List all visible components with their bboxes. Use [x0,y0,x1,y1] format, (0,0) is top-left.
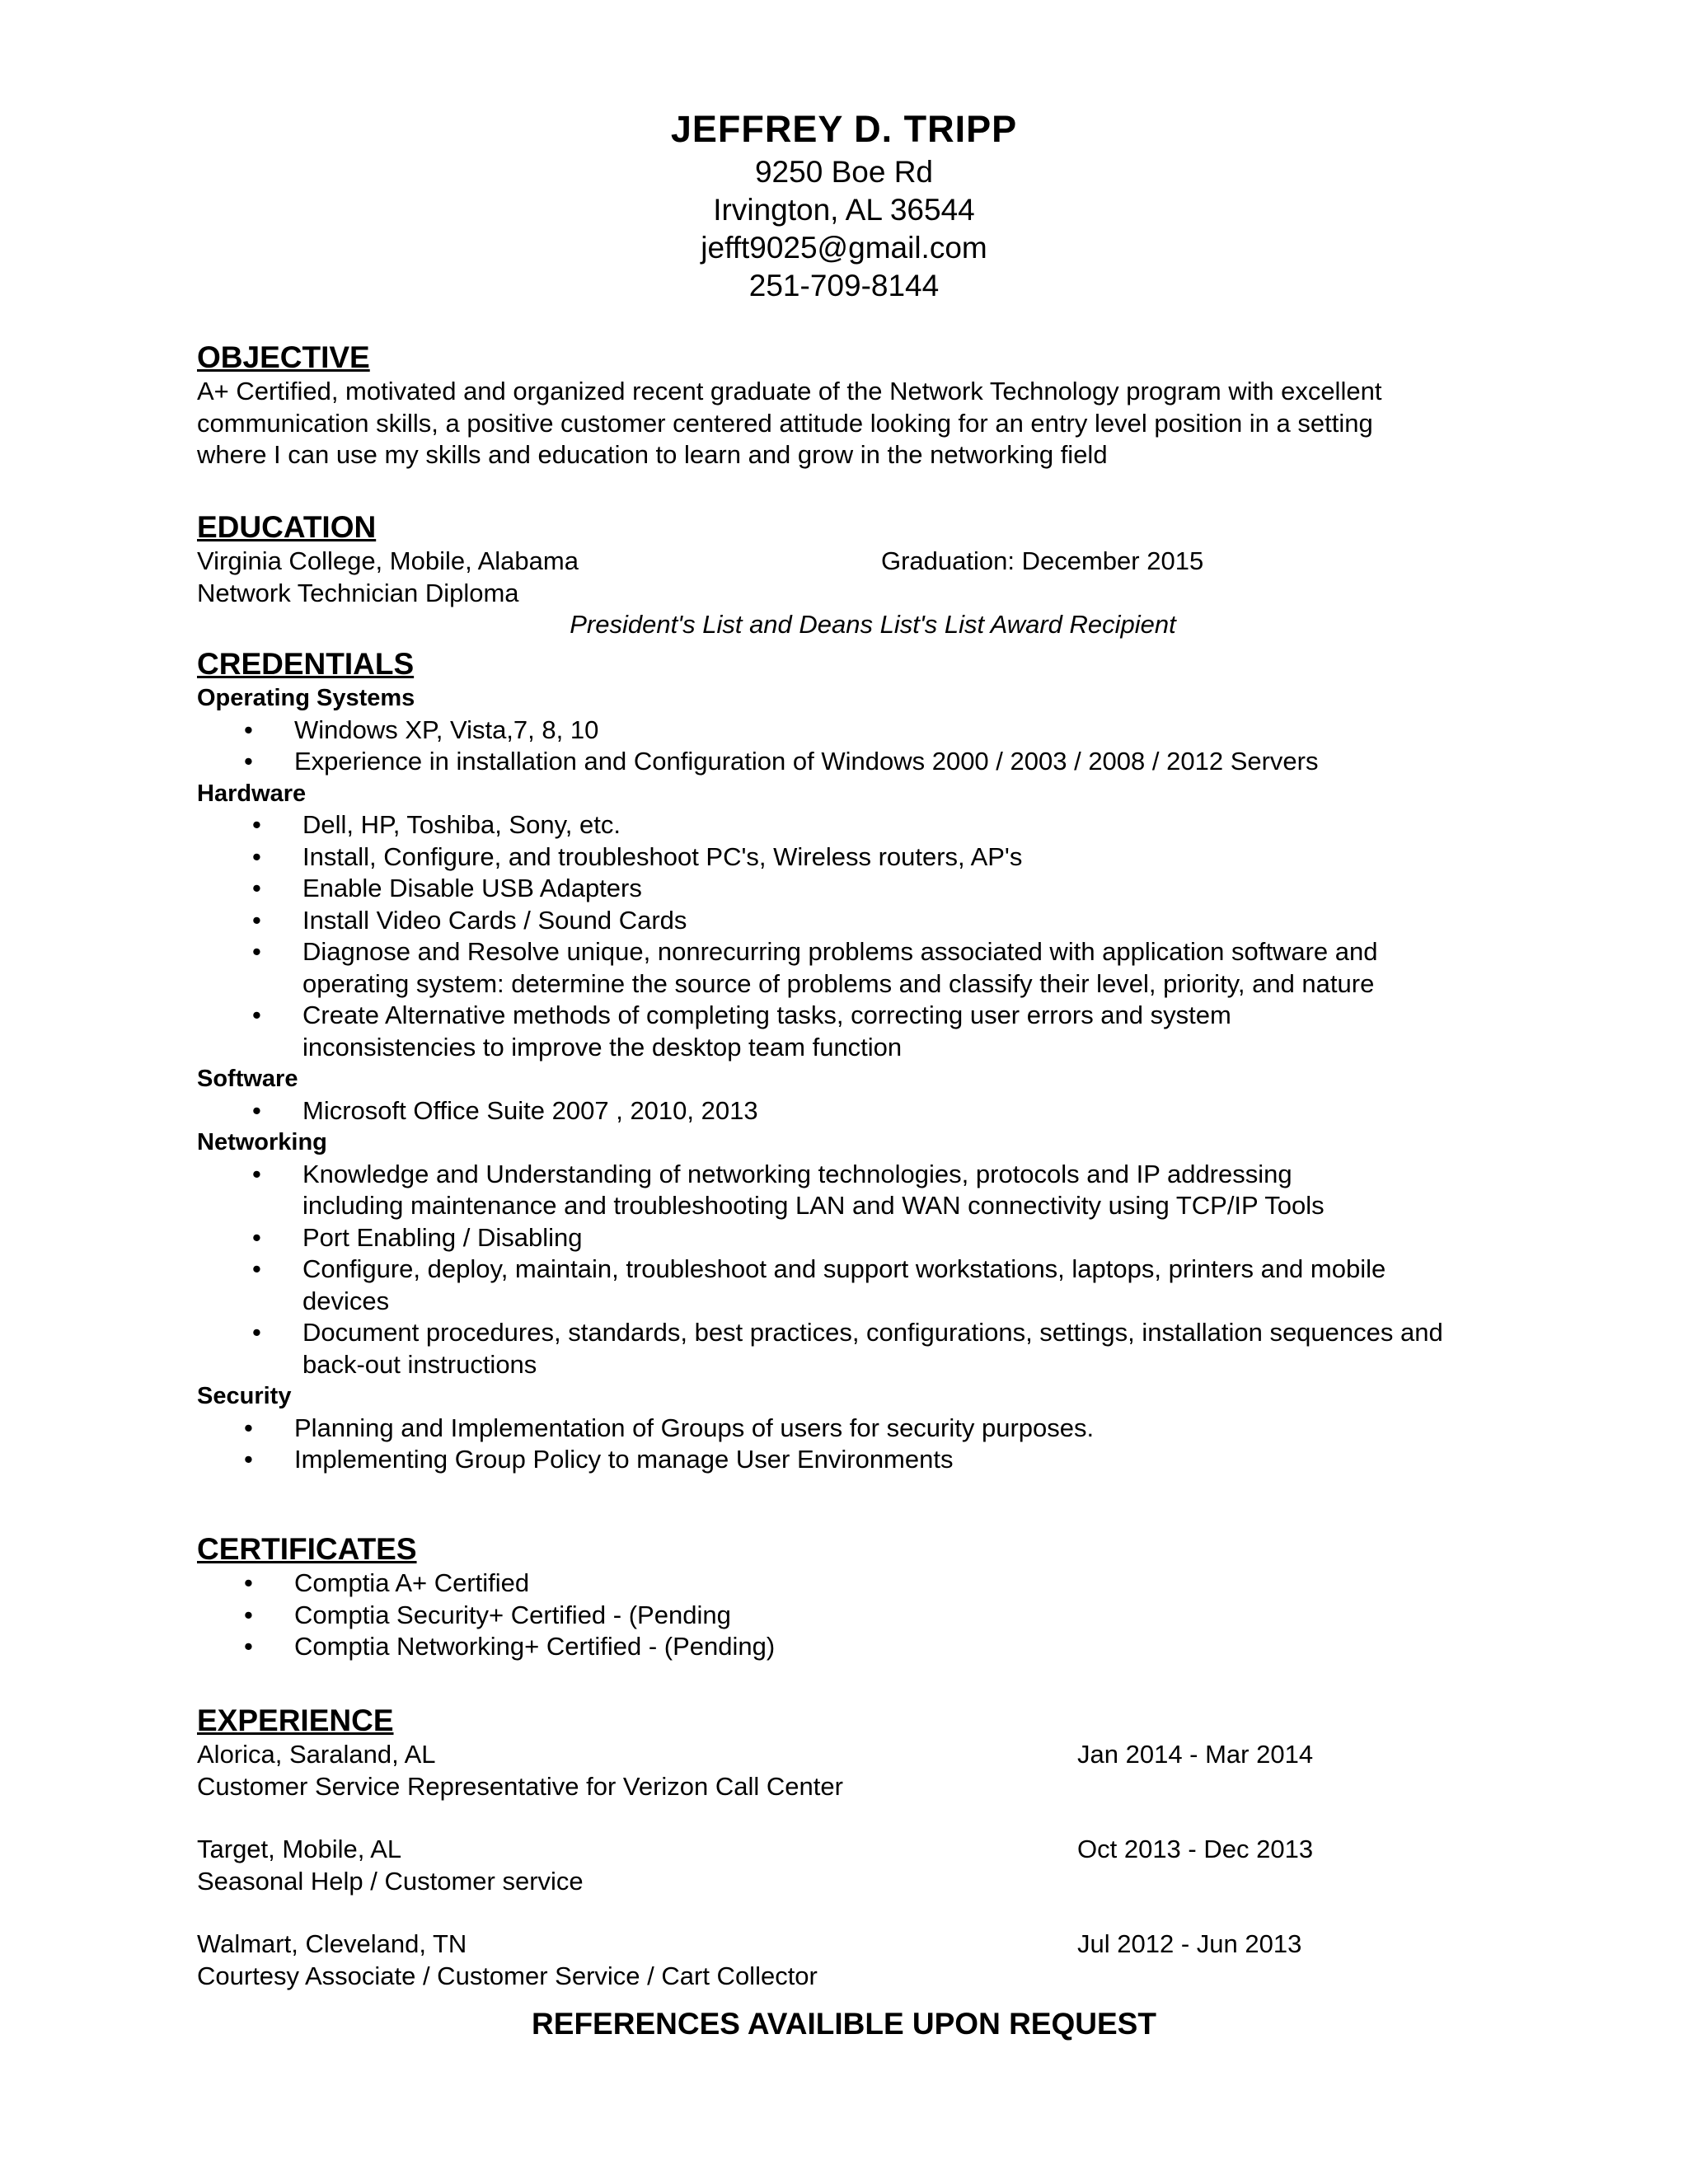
certificates-heading: CERTIFICATES [197,1532,417,1566]
references-note: REFERENCES AVAILIBLE UPON REQUEST [532,2007,1156,2041]
credentials-heading: CREDENTIALS [197,647,415,681]
list-item: • Windows XP, Vista,7, 8, 10 [197,715,1483,747]
list-item: • Install, Configure, and troubleshoot PC's, Wireless routers, AP's [197,841,1483,874]
list-item: • Document procedures, standards, best practices, configurations, settings, installation sequences and back-out instructions [252,1318,1443,1379]
bullet-icon: • [252,1254,261,1283]
objective-heading: OBJECTIVE [197,340,370,374]
hardware-list [197,809,1483,1063]
bullet-icon: • [252,1318,261,1347]
security-subheading: Security [197,1383,292,1409]
bullet-icon: • [244,715,253,744]
job-dates: Jul 2012 - Jun 2013 [1077,1929,1302,1958]
list-item: • Knowledge and Understanding of networking technologies, protocols and IP addressing including maintenance and troubleshooting LAN and WAN connectivity using TCP/IP Tools [252,1159,1325,1220]
employer: Alorica, Saraland, AL [197,1740,436,1769]
bullet-icon: • [244,747,253,776]
graduation-date: Graduation: December 2015 [881,546,1204,575]
bullet-icon: • [244,1445,253,1474]
job-entry [197,1739,1483,1802]
address-line-1: 9250 Boe Rd [754,155,933,189]
experience-heading: EXPERIENCE [197,1704,394,1737]
list-item: • Comptia A+ Certified [197,1568,1483,1600]
list-item: • Microsoft Office Suite 2007 , 2010, 2013 [197,1095,1483,1127]
list-item: • Comptia Networking+ Certified - (Pending) [197,1631,1483,1663]
bullet-icon: • [244,1600,253,1629]
security-list [197,1413,1483,1476]
email-address: jefft9025@gmail.com [701,231,987,265]
certificates-section [197,1531,1483,1663]
bullet-icon: • [252,905,261,935]
list-item: • Implementing Group Policy to manage User Environments [197,1444,1483,1476]
bullet-icon: • [252,1095,261,1125]
objective-line: where I can use my skills and education to learn and grow in the networking field [197,440,1108,469]
bullet-icon: • [252,841,261,871]
networking-subheading: Networking [197,1129,327,1155]
list-item: • Install Video Cards / Sound Cards [197,905,1483,937]
bullet-icon: • [252,1159,261,1188]
os-subheading: Operating Systems [197,685,415,711]
bullet-icon: • [252,810,261,839]
bullet-icon: • [244,1632,253,1661]
job-dates: Oct 2013 - Dec 2013 [1077,1835,1314,1863]
experience-section [197,1703,1483,1992]
award-text: President's List and Deans List's List Award Recipient [570,610,1176,639]
list-item: • Dell, HP, Toshiba, Sony, etc. [197,809,1483,841]
objective-line: A+ Certified, motivated and organized recent graduate of the Network Technology program with excellent [197,377,1382,405]
list-item: • Configure, deploy, maintain, troubleshoot and support workstations, laptops, printers and mobile devices [252,1254,1386,1315]
bullet-icon: • [252,1001,261,1029]
list-item: • Experience in installation and Configuration of Windows 2000 / 2003 / 2008 / 2012 Servers [197,746,1483,778]
bullet-icon: • [244,1413,253,1442]
job-role: Seasonal Help / Customer service [197,1866,584,1896]
list-item: • Diagnose and Resolve unique, nonrecurring problems associated with application software and operating system: determine the source of problems and classify their level, priority, and nature [252,937,1378,998]
education-school-row [197,546,1483,578]
education-heading: EDUCATION [197,510,377,544]
objective-line: communication skills, a positive customer centered attitude looking for an entry level position in a setting [197,408,1373,438]
software-subheading: Software [197,1066,298,1092]
job-role: Courtesy Associate / Customer Service / Cart Collector [197,1961,818,1990]
bullet-icon: • [252,937,261,966]
job-entry [197,1834,1483,1897]
os-list [197,715,1483,778]
hardware-subheading: Hardware [197,780,307,807]
school-name: Virginia College, Mobile, Alabama [197,546,579,575]
networking-list [197,1159,1483,1381]
bullet-icon: • [252,1222,261,1252]
job-entry [197,1929,1483,1992]
address-line-2: Irvington, AL 36544 [713,193,975,227]
phone-number: 251-709-8144 [748,269,940,302]
resume-header [0,105,1688,305]
objective-section [197,340,1483,471]
credentials-section [197,646,1483,1476]
education-section [197,509,1483,641]
employer: Target, Mobile, AL [197,1835,402,1863]
list-item: • Comptia Security+ Certified - (Pending [197,1600,1483,1632]
list-item: • Create Alternative methods of completing tasks, correcting user errors and system inconsistencies to improve the desktop team function [252,1001,1231,1062]
software-list [197,1095,1483,1127]
certificates-list [197,1568,1483,1663]
list-item: • Planning and Implementation of Groups of users for security purposes. [197,1413,1483,1445]
job-dates: Jan 2014 - Mar 2014 [1077,1740,1314,1769]
employer: Walmart, Cleveland, TN [197,1929,467,1958]
list-item: • Port Enabling / Disabling [197,1222,1483,1254]
job-role: Customer Service Representative for Verizon Call Center [197,1771,843,1801]
list-item: • Enable Disable USB Adapters [197,873,1483,905]
applicant-name: JEFFREY D. TRIPP [670,108,1018,150]
bullet-icon: • [244,1568,253,1597]
diploma-name: Network Technician Diploma [197,578,519,607]
bullet-icon: • [252,874,261,902]
